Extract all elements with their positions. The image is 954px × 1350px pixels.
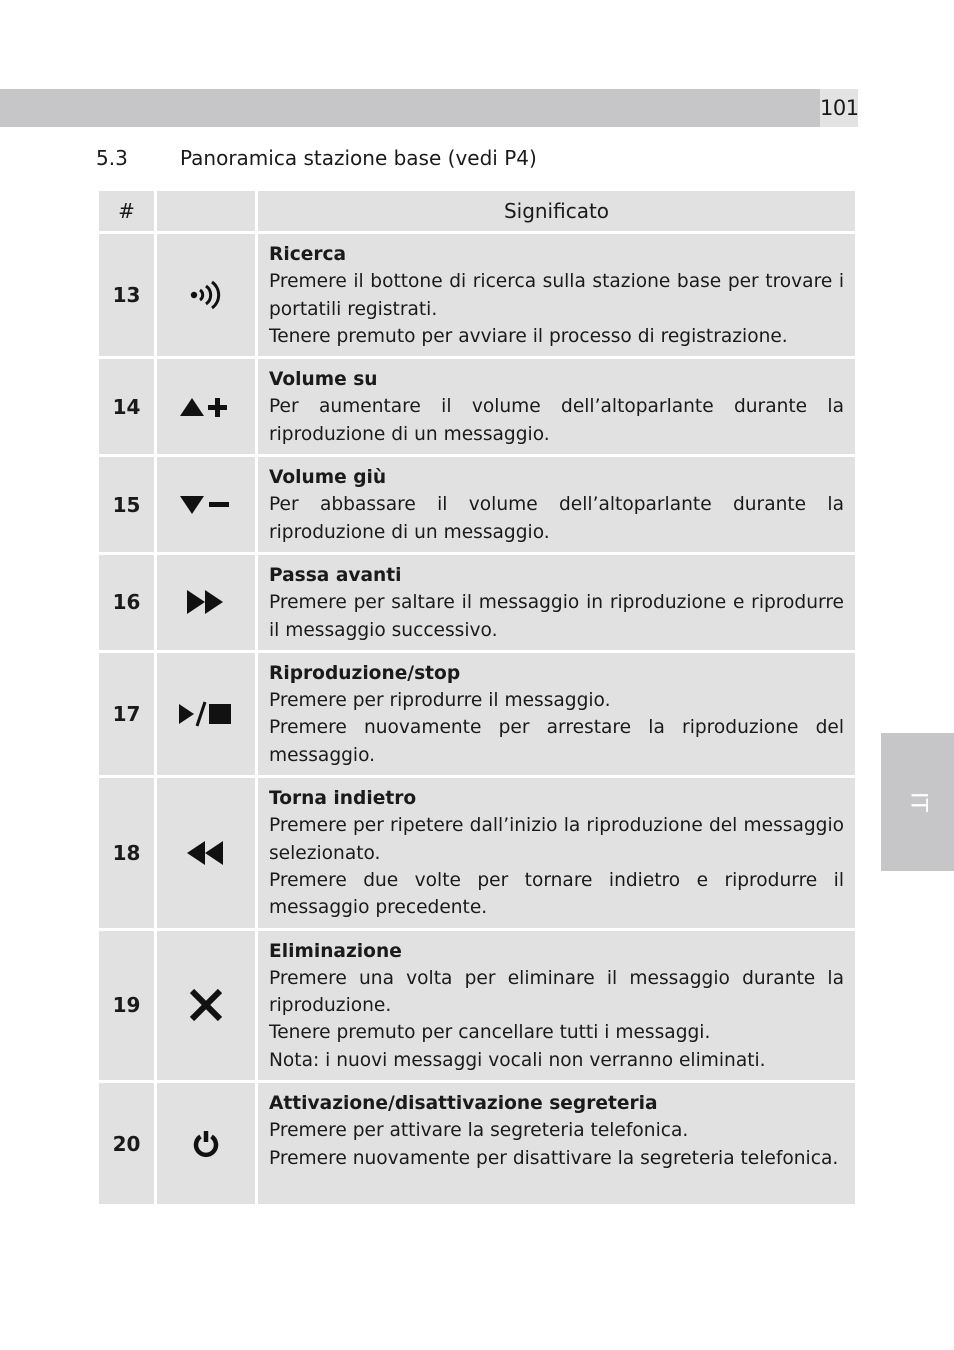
delete-x-icon [189,988,223,1022]
row-description [258,359,855,454]
row-description [258,1083,855,1204]
section-number: 5.3 [96,146,128,170]
section-title: Panoramica stazione base (vedi P4) [180,146,537,170]
page-number: 101 [820,89,858,127]
row-number: 13 [99,234,154,356]
row-number: 20 [99,1083,154,1204]
power-icon [191,1129,221,1159]
row-text: Premere due volte per tornare indietro e riprodurre il messaggio precedente. [269,869,844,919]
row-text: Premere nuovamente per disattivare la segreteria telefonica. [269,1147,839,1169]
search-signal-icon [188,279,224,311]
row-text: Per aumentare il volume dell’altoparlante durante la riproduzione di un messaggio. [269,396,844,445]
table-row [99,778,855,927]
row-description [258,555,855,650]
row-description [258,778,855,927]
table-row [99,555,855,650]
base-station-overview-table [96,188,858,1207]
table-row [99,457,855,552]
header-meaning: Significato [258,191,855,231]
row-title: Riproduzione/stop [269,662,461,684]
table-row [99,359,855,454]
row-description [258,457,855,552]
language-tab [881,733,954,871]
row-title: Ricerca [269,244,347,265]
table-row [99,931,855,1080]
row-description [258,653,855,775]
row-text: Premere una volta per eliminare il messaggio durante la riproduzione. [269,967,844,1017]
row-number: 16 [99,555,154,650]
header-number: # [99,191,154,231]
row-number: 14 [99,359,154,454]
volume-up-icon [180,395,232,419]
fast-forward-icon [187,590,225,614]
language-label: IT [905,792,930,812]
row-description [258,931,855,1080]
row-text: Premere il bottone di ricerca sulla stazione base per trovare i portatili registrati. [269,271,844,320]
row-title: Eliminazione [269,940,402,962]
row-text: Per abbassare il volume dell’altoparlante durante la riproduzione di un messaggio. [269,494,844,543]
row-title: Volume giù [269,467,387,489]
row-text: Premere per ripetere dall’inizio la riproduzione del messaggio selezionato. [269,815,844,864]
table-row [99,1083,855,1204]
row-title: Attivazione/disattivazione segreteria [269,1093,658,1115]
table-header-row [99,191,855,231]
row-text: Nota: i nuovi messaggi vocali non verranno eliminati. [269,1049,766,1071]
header-icon [157,191,255,231]
row-text: Tenere premuto per cancellare tutti i messaggi. [269,1022,711,1044]
play-stop-icon [177,701,235,727]
row-text: Premere per attivare la segreteria telefonica. [269,1120,689,1142]
row-title: Torna indietro [269,788,417,810]
row-number: 15 [99,457,154,552]
row-text: Premere per saltare il messaggio in riproduzione e riprodurre il messaggio successivo. [269,592,844,641]
row-number: 18 [99,778,154,927]
rewind-icon [187,841,225,865]
row-number: 19 [99,931,154,1080]
header-bar [0,89,820,127]
row-title: Volume su [269,369,378,391]
row-number: 17 [99,653,154,775]
row-description [258,234,855,356]
table-row [99,234,855,356]
volume-down-icon [180,493,232,517]
row-text: Premere nuovamente per arrestare la riproduzione del messaggio. [269,717,844,766]
table-row [99,653,855,775]
row-title: Passa avanti [269,564,402,586]
row-text: Premere per riprodurre il messaggio. [269,690,611,712]
row-text: Tenere premuto per avviare il processo di registrazione. [269,325,788,347]
